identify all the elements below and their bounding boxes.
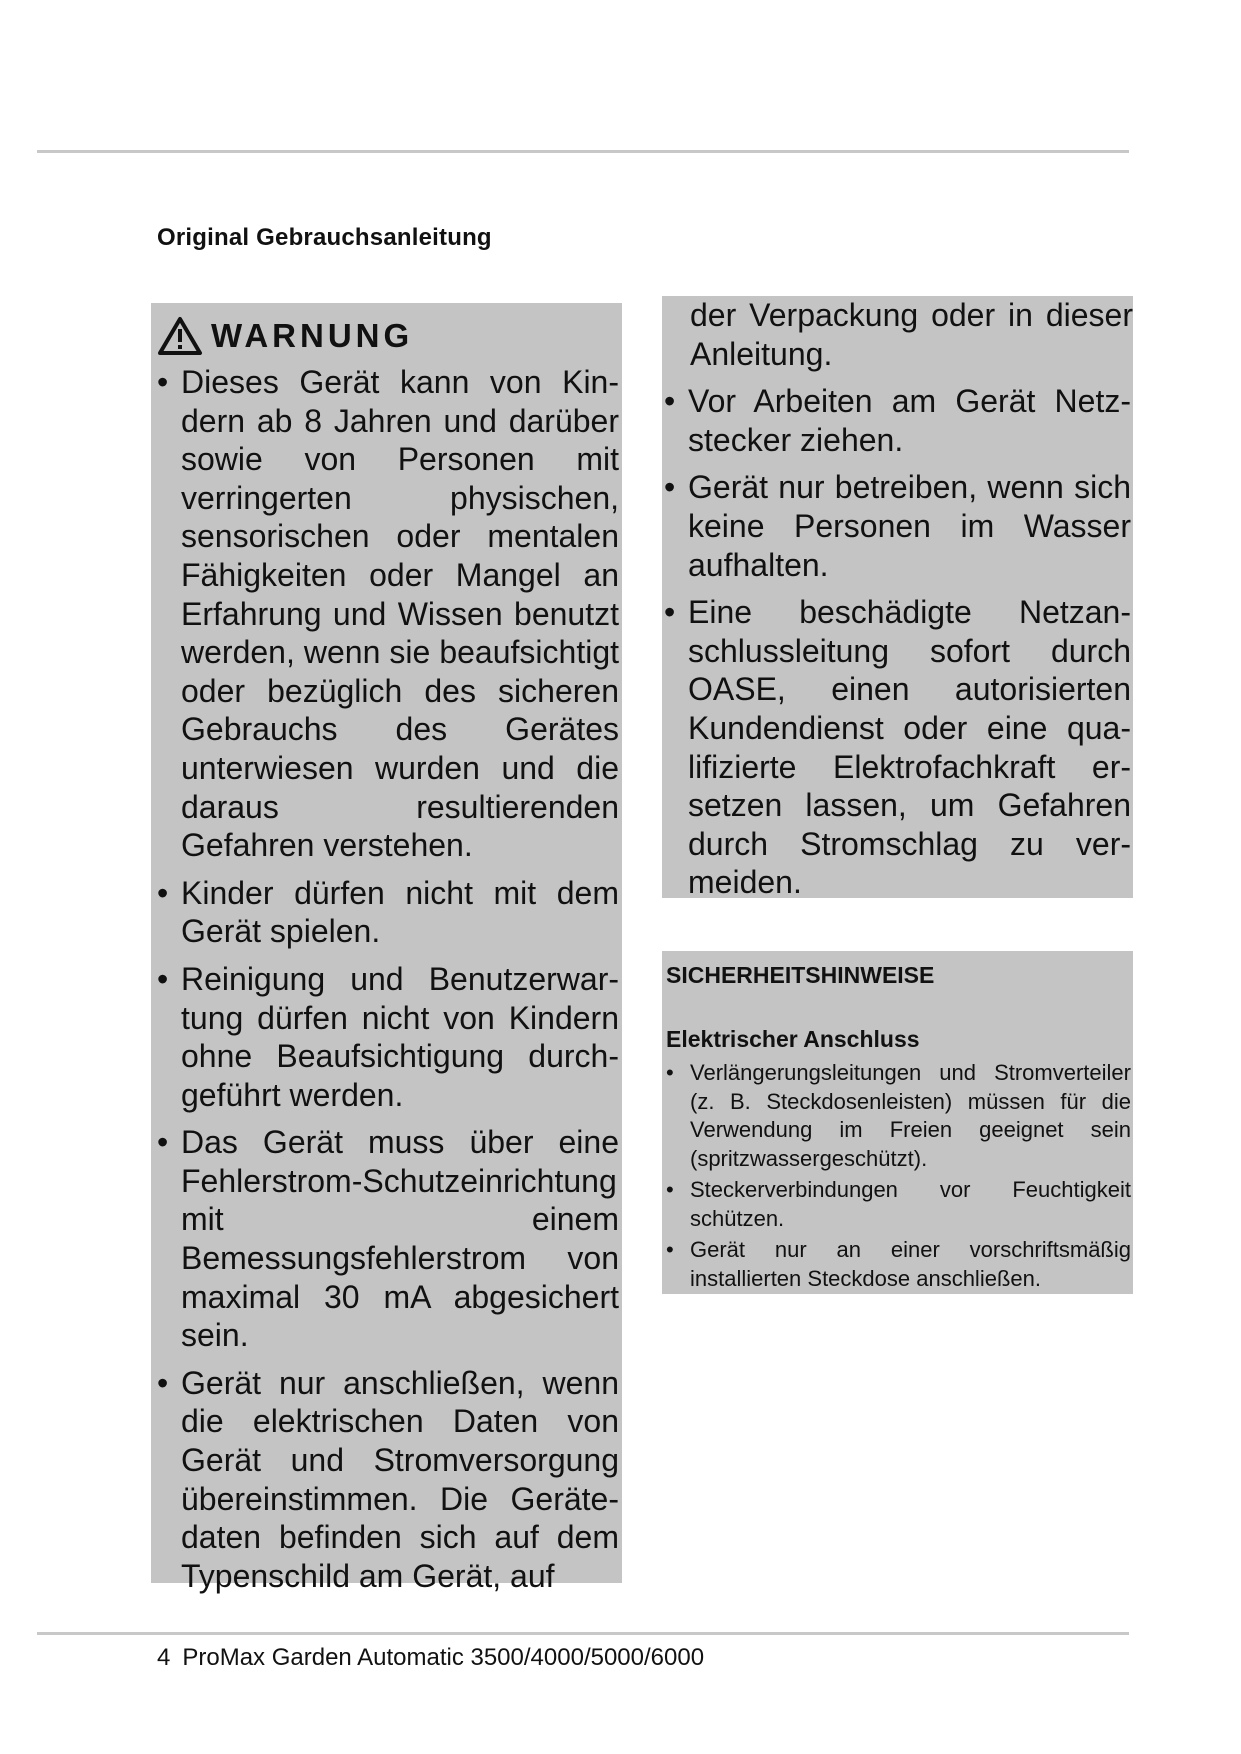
safety-box [662,951,1133,1294]
safety-item: • Verlängerungsleitungen und Stromverteiler (z. B. Steckdosenleisten) müssen für die Verwendung im Freien geeignet sein (spritzwassergeschützt). [666,1059,1131,1173]
warning-continued-text: der Verpackung oder in dieser Anleitung. [690,297,1133,372]
safety-item: • Gerät nur an einer vorschriftsmäßig installierten Steckdose anschließen. [666,1236,1131,1293]
warning-item: • Vor Arbeiten am Gerät Netzstecker ziehen. [664,382,1131,459]
page-number: 4 [157,1644,171,1671]
warning-title: WARNUNG [211,317,414,354]
safety-subtitle: Elektrischer Anschluss [666,1026,920,1052]
warning-item: • Eine beschädigte Netzanschlussleitung sofort durch OASE, einen autorisierten Kundendienst oder eine qualifizierte Elektrofachkraft ersetzen lassen, um Gefahren durch Stromschlag zu vermeiden. [664,593,1131,902]
bottom-divider [37,1632,1129,1635]
warning-continued-box [662,296,1133,901]
safety-list [666,1059,1131,1293]
warning-triangle-icon [157,316,203,356]
warning-item: • Reinigung und Benutzerwartung dürfen nicht von Kindern ohne Beaufsichtigung durchgeführt werden. [157,960,619,1114]
warning-header [157,309,622,363]
warning-item: • Gerät nur anschließen, wenn die elektrischen Daten von Gerät und Stromversorgung übereinstimmen. Die Gerätedaten befinden sich auf dem Typenschild am Gerät, auf [157,1364,619,1596]
warning-item: • Kinder dürfen nicht mit dem Gerät spielen. [157,874,619,951]
warning-list [157,363,619,1595]
warning-continued-list [664,382,1131,902]
document-title: Original Gebrauchsanleitung [157,224,492,251]
safety-title: SICHERHEITSHINWEISE [666,962,935,988]
top-divider [37,150,1129,153]
warning-box [151,303,622,1594]
page-footer [157,1644,704,1672]
product-name: ProMax Garden Automatic 3500/4000/5000/6000 [182,1644,705,1671]
warning-item: • Dieses Gerät kann von Kindern ab 8 Jahren und darüber sowie von Personen mit verringerten physischen, sensorischen oder mentalen Fähigkeiten oder Mangel an Erfahrung und Wissen benutzt werden, wenn sie beaufsichtigt oder bezüglich des sicheren Gebrauchs des Gerätes unterwiesen wurden und die daraus resultierenden Gefahren verstehen. [157,363,619,865]
warning-item: • Das Gerät muss über eine Fehlerstrom-Schutzeinrichtung mit einem Bemessungsfehlerstrom von maximal 30 mA abgesichert sein. [157,1123,619,1355]
safety-item: • Steckerverbindungen vor Feuchtigkeit schützen. [666,1176,1131,1233]
warning-item: • Gerät nur betreiben, wenn sich keine Personen im Wasser aufhalten. [664,468,1131,584]
